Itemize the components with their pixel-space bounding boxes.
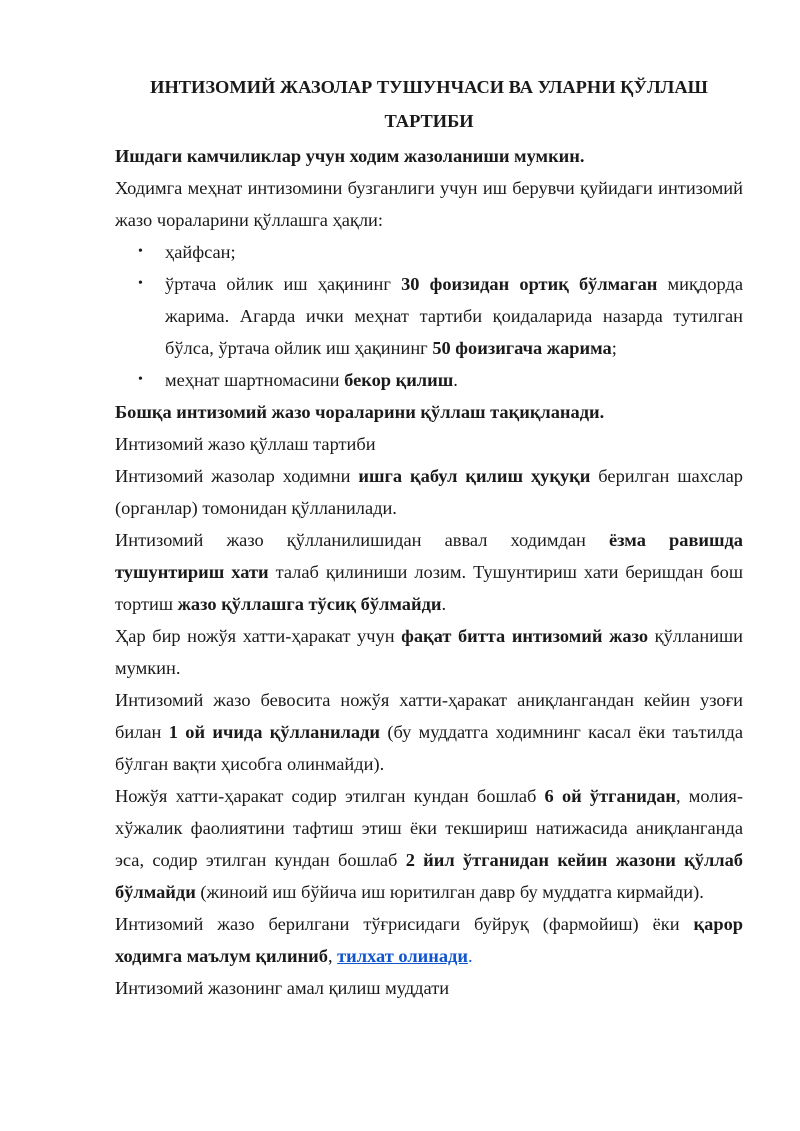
text-emphasis: фақат битта интизомий жазо bbox=[401, 626, 649, 646]
list-item bbox=[115, 236, 743, 268]
penalty-list bbox=[115, 236, 743, 396]
paragraph-one-month bbox=[115, 684, 743, 780]
text-run: берилган шахслар (органлар) томонидан қўлланилади. bbox=[115, 466, 744, 518]
list-item-text: ўртача ойлик иш ҳақининг bbox=[165, 274, 402, 294]
text-emphasis: 2 йил ўтганидан кейин жазони қўллаб бўлмайди bbox=[115, 850, 743, 902]
text-run: қўлланиши мумкин. bbox=[115, 626, 744, 678]
text-emphasis: 6 ой ўтганидан bbox=[544, 786, 676, 806]
text-run: Интизомий жазолар ходимни bbox=[115, 466, 359, 486]
text-run: Интизомий жазо бевосита ножўя хатти-ҳаракат аниқлангандан кейин узоғи билан bbox=[115, 690, 743, 742]
section-heading-validity: Интизомий жазонинг амал қилиш муддати bbox=[115, 978, 450, 998]
intro-text: Ишдаги камчиликлар учун ходим жазоланиши мумкин. bbox=[115, 146, 585, 166]
list-item-emphasis: бекор қилиш bbox=[344, 370, 454, 390]
bullet-icon: • bbox=[138, 372, 143, 387]
list-item-text: ҳайфсан; bbox=[165, 242, 236, 262]
text-emphasis: қарор ходимга маълум қилиниб bbox=[115, 914, 743, 966]
paragraph-intro bbox=[115, 140, 743, 172]
text-emphasis: ишга қабул қилиш ҳуқуқи bbox=[358, 466, 591, 486]
receipt-link[interactable]: тилхат олинади bbox=[337, 946, 468, 966]
text-run: (бу муддатга ходимнинг касал ёки таътилда бўлган вақти ҳисобга олинмайди). bbox=[115, 722, 743, 774]
text-emphasis: жазо қўллашга тўсиқ бўлмайди bbox=[177, 594, 442, 614]
section-heading-procedure: Интизомий жазо қўллаш тартиби bbox=[115, 434, 376, 454]
text-run: , bbox=[327, 946, 338, 966]
list-item-emphasis: 50 фоизигача жарима bbox=[432, 338, 612, 358]
list-item bbox=[115, 268, 743, 364]
list-item-emphasis: 30 фоизидан ортиқ бўлмаган bbox=[401, 274, 658, 294]
list-item-text: миқдорда жарима. Агарда ички меҳнат тартиби қоидаларида назарда тутилган бўлса, ўртача ойлик иш ҳақининг bbox=[165, 274, 743, 358]
paragraph-explanation bbox=[115, 524, 743, 620]
list-item-text: . bbox=[453, 370, 458, 390]
list-item bbox=[115, 364, 743, 396]
text-run: Интизомий жазо берилгани тўғрисидаги буйруқ (фармойиш) ёки bbox=[115, 914, 694, 934]
text-run: Интизомий жазо қўлланилишидан аввал ходимдан bbox=[115, 530, 610, 550]
document-title: ИНТИЗОМИЙ ЖАЗОЛАР ТУШУНЧАСИ ВА УЛАРНИ ҚЎЛЛАШ ТАРТИБИ bbox=[150, 77, 708, 131]
text-run: талаб қилиниши лозим. Тушунтириш хати беришдан бош тортиш bbox=[115, 562, 743, 614]
text-emphasis: 1 ой ичида қўлланилади bbox=[168, 722, 380, 742]
paragraph-who-applies bbox=[115, 460, 743, 524]
text-run: . bbox=[441, 594, 447, 614]
text-run: . bbox=[467, 946, 473, 966]
paragraph-order-notice bbox=[115, 908, 743, 972]
text-run: Ҳар бир ножўя хатти-ҳаракат учун bbox=[115, 626, 402, 646]
text-emphasis: ёзма равишда тушунтириш хати bbox=[115, 530, 743, 582]
paragraph-time-limits bbox=[115, 780, 743, 908]
document-page bbox=[115, 70, 743, 1004]
text-run: , молия-хўжалик фаолиятини тафтиш этиш ёки текшириш натижасида аниқланганда эса, содир этилган кундан бошлаб bbox=[115, 786, 743, 870]
list-item-text: ; bbox=[611, 338, 617, 358]
text-run: Ножўя хатти-ҳаракат содир этилган кундан бошлаб bbox=[115, 786, 545, 806]
paragraph-single-penalty bbox=[115, 620, 743, 684]
bullet-icon: • bbox=[138, 276, 143, 291]
paragraph-prohibition bbox=[115, 396, 743, 428]
prohibition-text: Бошқа интизомий жазо чораларини қўллаш тақиқланади. bbox=[115, 402, 605, 422]
text-run: (жиноий иш бўйича иш юритилган давр бу муддатга кирмайди). bbox=[195, 882, 704, 902]
paragraph-employer-right: Ходимга меҳнат интизомини бузганлиги учун иш берувчи қуйидаги интизомий жазо чораларини қўллашга ҳақли: bbox=[115, 178, 743, 230]
list-item-text: меҳнат шартномасини bbox=[165, 370, 345, 390]
bullet-icon: • bbox=[138, 244, 143, 259]
